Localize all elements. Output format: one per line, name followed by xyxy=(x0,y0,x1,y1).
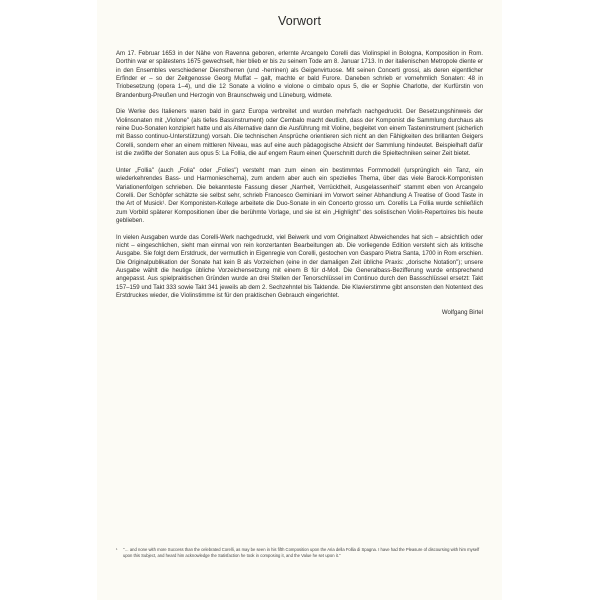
paragraph-2: Die Werke des Italieners waren bald in ganz Europa verbreitet und wurden mehrfach nachgedruckt. Der Besetzungshinweis der Violinsonaten mit „Violone" (als tiefes Bassinstrument) oder Cembalo macht deutlich, dass der Komponist die Sammlung durchaus als reine Duo-Sonaten konzipiert hatte und als Alternative dann die Ausführung mit Violine, begleitet von einem Tasteninstrument (sicherlich mit Basso continuo-Unterstützung) vorsah. Die technischen Ansprüche orientieren sich nicht an den Fähigkeiten des brillanten Geigers Corelli, sondern eher an einem mittleren Niveau, was auf eine auch pädagogische Absicht der Sammlung hindeutet. Beispielhaft dafür ist die zwölfte der Sonaten aus opus 5: La Follia, die auf engem Raum einen Querschnitt durch die Spieltechniken seiner Zeit bietet. xyxy=(116,108,483,158)
document-page xyxy=(97,0,502,600)
footnote xyxy=(116,547,483,559)
footnote-text: "… and none with more Success than the celebrated Corelli, as may be seen in his fifth Composition upon the Aria della Follia di Spagna. I have had the Pleasure of discoursing with him myself upon this Subject, and heard him acknowledge the Satisfaction he took in composing it, and the Value he set upon it." xyxy=(123,547,480,559)
paragraph-3: Unter „Follia" (auch „Folia" oder „Folies") versteht man zum einen ein bestimmtes Formmodell (ursprünglich ein Tanz, ein wiederkehrendes Bass- und Harmonieschema), zum andern aber auch ein spezielles Thema, über das viele Barock-Komponisten Variationenfolgen schrieben. Die bekannteste Fassung dieser „Narrheit, Verrücktheit, Ausgelassenheit" stammt eben von Arcangelo Corelli. Der Schöpfer schätzte sie selbst sehr, schrieb Francesco Geminiani im Vorwort seiner Abhandlung A Treatise of Good Taste in the Art of Musick¹. Der Komponisten-Kollege arbeitete die Duo-Sonate in ein Concerto grosso um. Corellis La Follia wurde schließlich zum Vorbild späterer Kompositionen über die berühmte Vorlage, und sie ist ein „Highlight" des solistischen Violin-Repertoires bis heute geblieben. xyxy=(116,166,483,224)
paragraph-1: Am 17. Februar 1653 in der Nähe von Ravenna geboren, erlernte Arcangelo Corelli das Violinspiel in Bologna, Komposition in Rom. Dorthin war er spätestens 1675 gewechselt, hier blieb er bis zu seinem Tode am 8. Januar 1713. In der italienischen Metropole diente er in den Ensembles verschiedener Dienstherren (und -herrinen) als Geigenvirtuose. Mit seinen Concerti grossi, als deren eigentlicher Erfinder er – so der Zeitgenosse Georg Muffat – galt, machte er bald Furore. Daneben schrieb er vornehmlich Sonaten: 48 in Triobesetzung (opera 1–4), und die 12 Sonate a violino e violone o cimbalo opus 5, die er Sophie Charlotte, der Kurfürstin von Brandenburg-Preußen und Herzogin von Braunschweig und Lüneburg, widmete. xyxy=(116,50,483,99)
author-signature: Wolfgang Birtel xyxy=(441,308,483,316)
footnote-mark: ¹ xyxy=(116,547,118,552)
body-text xyxy=(116,50,483,325)
paragraph-4: In vielen Ausgaben wurde das Corelli-Werk nachgedruckt, viel Beiwerk und vom Originaltext Abweichendes hat sich – absichtlich oder nicht – eingeschlichen, sieht man einmal von rein konzertanten Bearbeitungen ab. Die vorliegende Edition versteht sich als kritische Ausgabe. Sie folgt dem Erstdruck, der vermutlich in Eigenregie von Corelli, gestochen von Gasparo Pietra Santa, 1700 in Rom erschien. Die Originalpublikation der Sonate hat kein B als Vorzeichen (eine in der damaligen Zeit übliche Praxis: „dorische Notation"); unsere Ausgabe wählt die heutige übliche Vorzeichensetzung mit einem B für d-Moll. Die Generalbass-Bezifferung wurde entsprechend angepasst. Aus spielpraktischen Gründen wurde an drei Stellen der Tenorschlüssel im Continuo durch den Bassschlüssel ersetzt: Takt 157–159 und Takt 333 sowie Takt 341 jeweils ab dem 2. Sechzehntel bis Taktende. Die Klavierstimme gibt ansonsten den Notentext des Erstdruckes wieder, die Violinstimme ist für den praktischen Gebrauch eingerichtet. xyxy=(116,233,483,299)
page-title: Vorwort xyxy=(277,14,322,28)
